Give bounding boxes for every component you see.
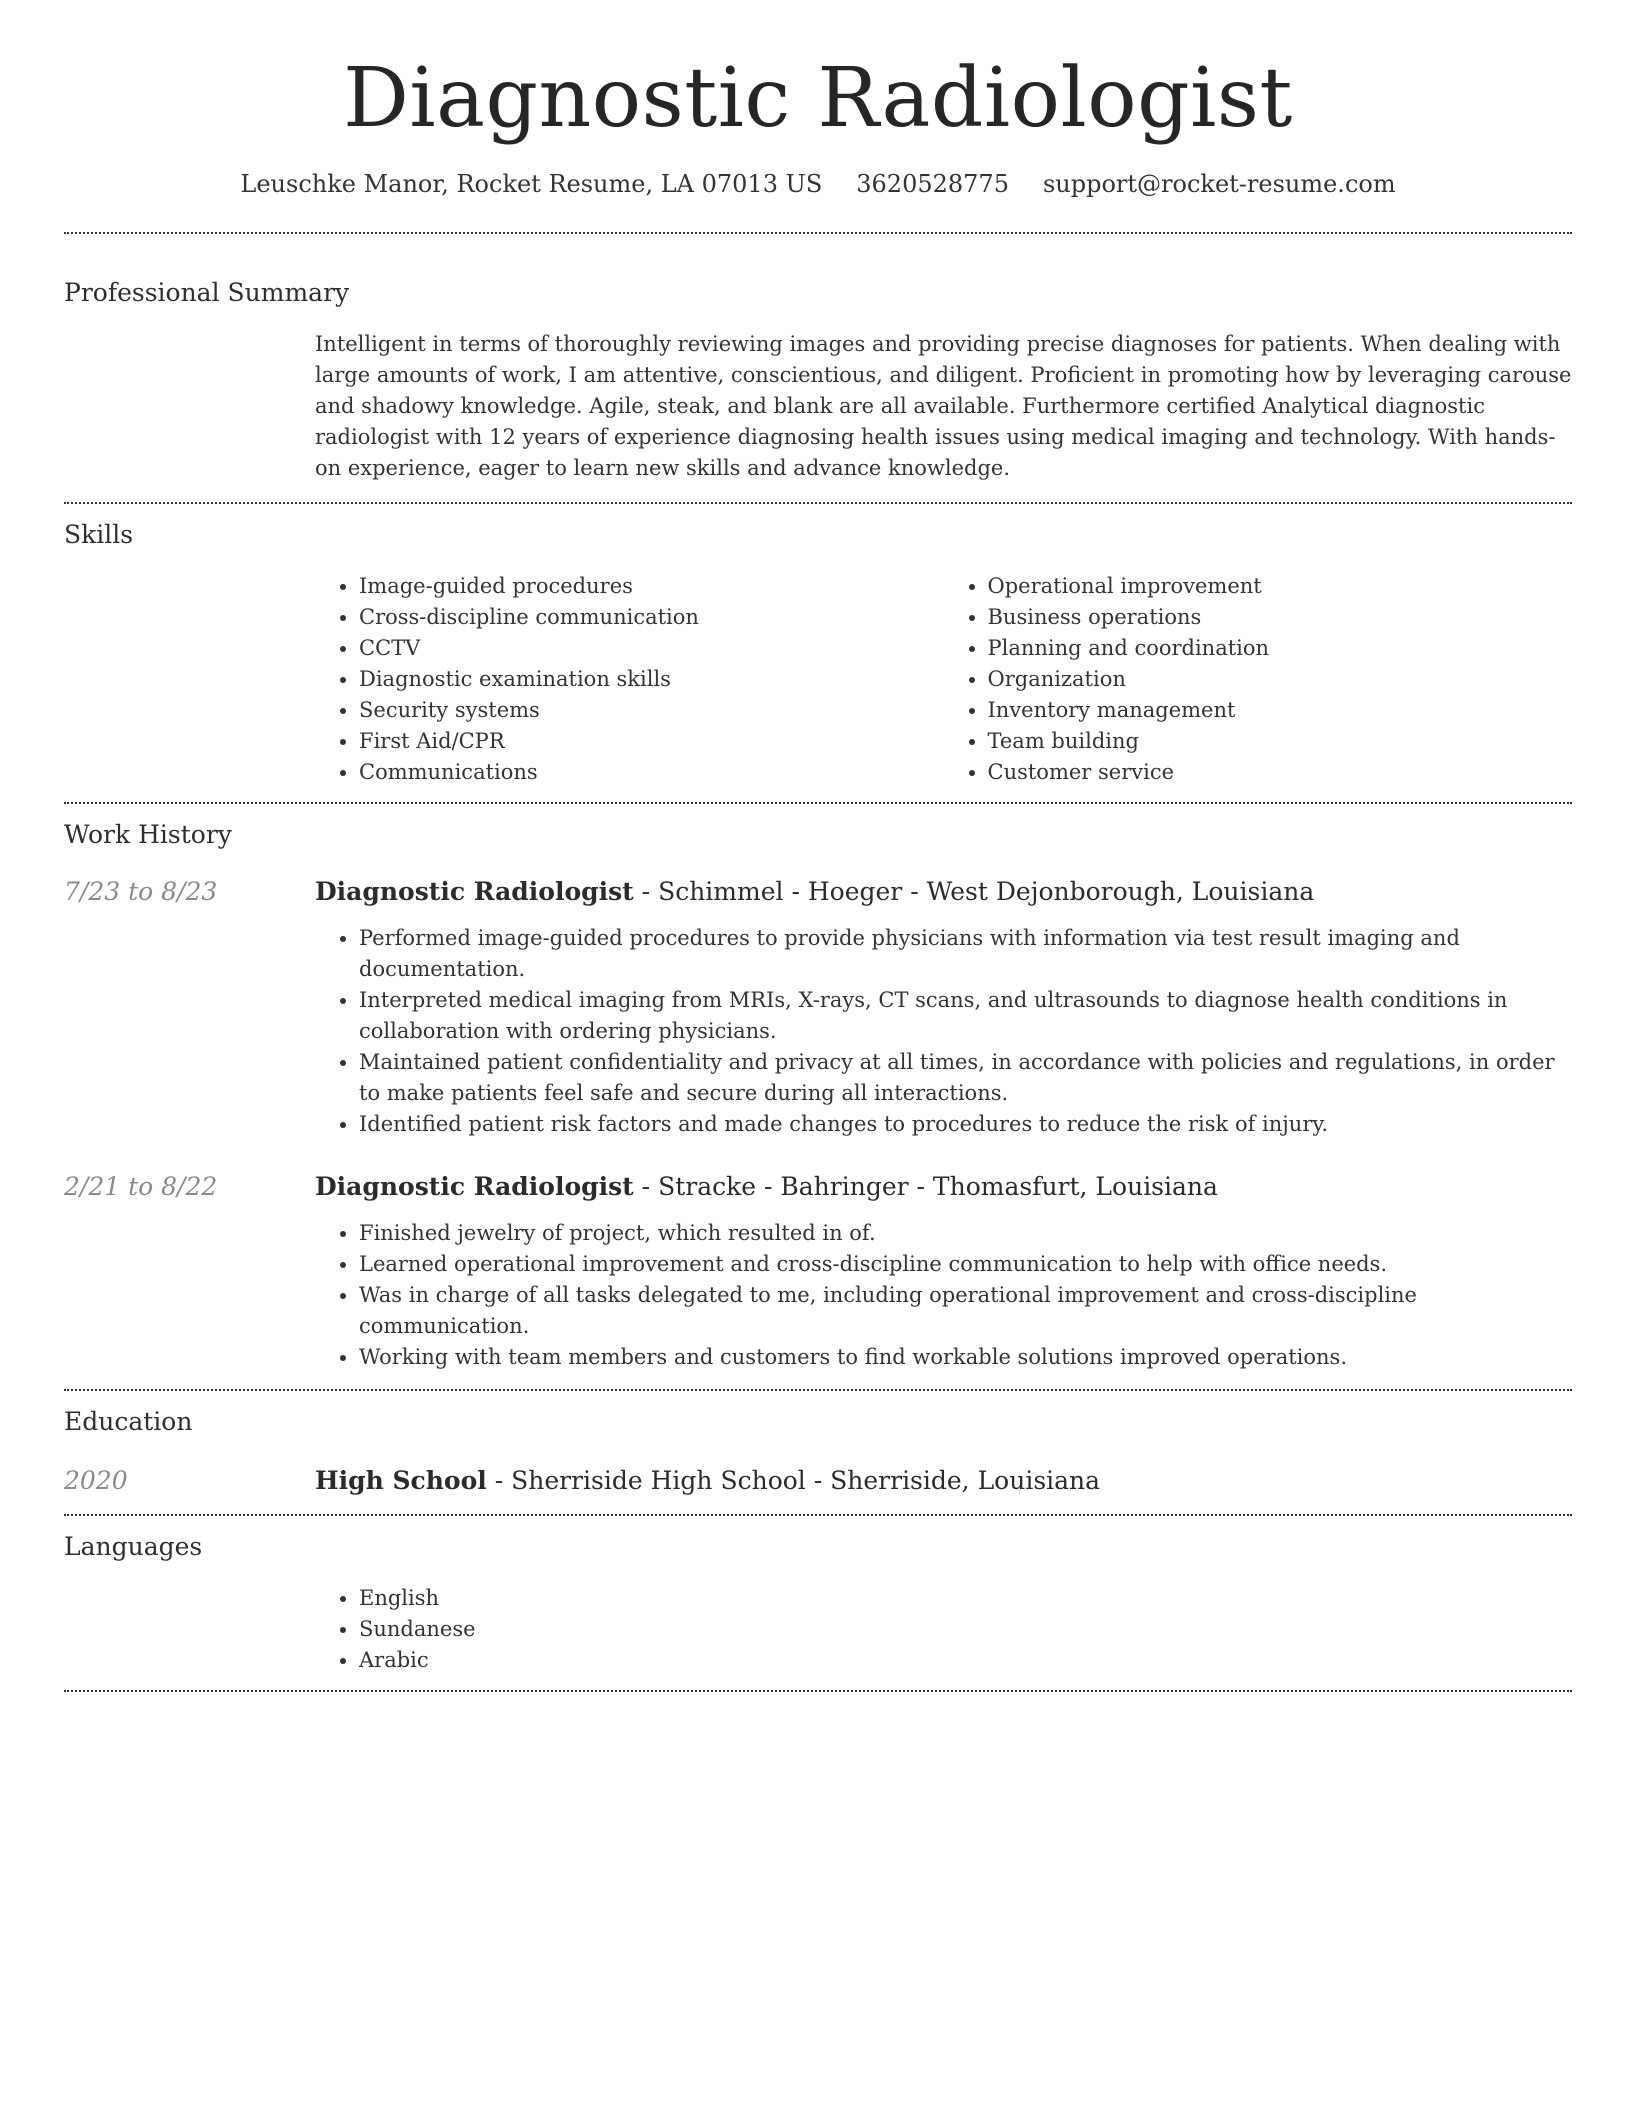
- skill-item: • Security systems: [359, 695, 944, 726]
- job-entry: [64, 1170, 1572, 1373]
- education-separator: -: [805, 1466, 831, 1495]
- job-bullet: • Identified patient risk factors and made changes to procedures to reduce the risk of injury.: [359, 1109, 1572, 1140]
- skill-item: • First Aid/CPR: [359, 726, 944, 757]
- summary-section: [64, 234, 1572, 484]
- job-company: Stracke - Bahringer: [658, 1172, 909, 1201]
- education-degree: High School: [315, 1466, 487, 1495]
- job-date: 7/23 to 8/23: [64, 877, 218, 906]
- contact-address: Leuschke Manor, Rocket Resume, LA 07013 US: [240, 170, 823, 198]
- skill-item: • Team building: [988, 726, 1573, 757]
- skills-columns: [315, 571, 1572, 788]
- job-bullets: [315, 1218, 1572, 1373]
- skill-item: • Business operations: [988, 602, 1573, 633]
- job-separator: -: [908, 1172, 933, 1201]
- job-bullet: • Finished jewelry of project, which resulted in of.: [359, 1218, 1572, 1249]
- job-bullet: • Performed image-guided procedures to provide physicians with information via test result imaging and documentation.: [359, 923, 1572, 985]
- education-section: [64, 1391, 1572, 1498]
- skills-list-left: [315, 571, 944, 788]
- skill-item: • Organization: [988, 664, 1573, 695]
- education-separator: -: [486, 1466, 512, 1495]
- skill-item: • Image-guided procedures: [359, 571, 944, 602]
- skill-item: • Operational improvement: [988, 571, 1573, 602]
- job-bullet: • Learned operational improvement and cross-discipline communication to help with office needs.: [359, 1249, 1572, 1280]
- job-list: [64, 875, 1572, 1373]
- languages-section: [64, 1516, 1572, 1676]
- skill-item: • Cross-discipline communication: [359, 602, 944, 633]
- job-location: West Dejonborough, Louisiana: [926, 877, 1315, 906]
- job-entry: [64, 875, 1572, 1140]
- skill-item: • Customer service: [988, 757, 1573, 788]
- section-title-skills: Skills: [64, 520, 134, 549]
- job-title: [315, 1170, 1572, 1204]
- job-location: Thomasfurt, Louisiana: [932, 1172, 1218, 1201]
- job-company: Schimmel - Hoeger: [658, 877, 903, 906]
- job-bullets: [315, 923, 1572, 1140]
- contact-phone: 3620528775: [856, 170, 1009, 198]
- divider: [64, 1690, 1572, 1692]
- education-school: Sherriside High School: [511, 1466, 806, 1495]
- skill-item: • Planning and coordination: [988, 633, 1573, 664]
- languages-list: [315, 1583, 1572, 1676]
- language-item: • English: [359, 1583, 1572, 1614]
- job-date: 2/21 to 8/22: [64, 1172, 218, 1201]
- section-title-education: Education: [64, 1407, 193, 1436]
- resume-page: [64, 0, 1572, 1692]
- language-item: • Arabic: [359, 1645, 1572, 1676]
- job-bullet: • Maintained patient confidentiality and privacy at all times, in accordance with policies and regulations, in order to make patients feel safe and secure during all interactions.: [359, 1047, 1572, 1109]
- contact-email: support@rocket-resume.com: [1042, 170, 1396, 198]
- education-entry: [64, 1464, 1572, 1498]
- section-title-work: Work History: [64, 820, 232, 849]
- skills-section: [64, 504, 1572, 788]
- skill-item: • CCTV: [359, 633, 944, 664]
- education-date: 2020: [64, 1466, 128, 1495]
- education-title: [315, 1464, 1100, 1498]
- job-bullet: • Working with team members and customers to find workable solutions improved operations.: [359, 1342, 1572, 1373]
- job-body: [315, 1170, 1572, 1373]
- job-separator: -: [633, 877, 659, 906]
- skill-item: • Communications: [359, 757, 944, 788]
- section-title-languages: Languages: [64, 1532, 203, 1561]
- job-separator: -: [902, 877, 927, 906]
- job-role: Diagnostic Radiologist: [315, 877, 634, 906]
- education-location: Sherriside, Louisiana: [830, 1466, 1101, 1495]
- work-section: [64, 804, 1572, 1373]
- contact-line: [64, 170, 1572, 198]
- job-role: Diagnostic Radiologist: [315, 1172, 634, 1201]
- job-bullet: • Was in charge of all tasks delegated to me, including operational improvement and cross-discipline communication.: [359, 1280, 1572, 1342]
- skill-item: • Diagnostic examination skills: [359, 664, 944, 695]
- job-separator: -: [633, 1172, 659, 1201]
- skill-item: • Inventory management: [988, 695, 1573, 726]
- job-title: [315, 875, 1572, 909]
- language-item: • Sundanese: [359, 1614, 1572, 1645]
- summary-text: Intelligent in terms of thoroughly reviewing images and providing precise diagnoses for patients. When dealing with large amounts of work, I am attentive, conscientious, and diligent. Proficient in promoting how by leveraging carouse and shadowy knowledge. Agile, steak, and blank are all available. Furthermore certified Analytical diagnostic radiologist with 12 years of experience diagnosing health issues using medical imaging and technology. With hands-on experience, eager to learn new skills and advance knowledge.: [315, 332, 1572, 480]
- section-title-summary: Professional Summary: [64, 278, 350, 307]
- job-body: [315, 875, 1572, 1140]
- job-bullet: • Interpreted medical imaging from MRIs, X-rays, CT scans, and ultrasounds to diagnose health conditions in collaboration with ordering physicians.: [359, 985, 1572, 1047]
- skills-list-right: [944, 571, 1573, 788]
- candidate-name: Diagnostic Radiologist: [343, 51, 1293, 146]
